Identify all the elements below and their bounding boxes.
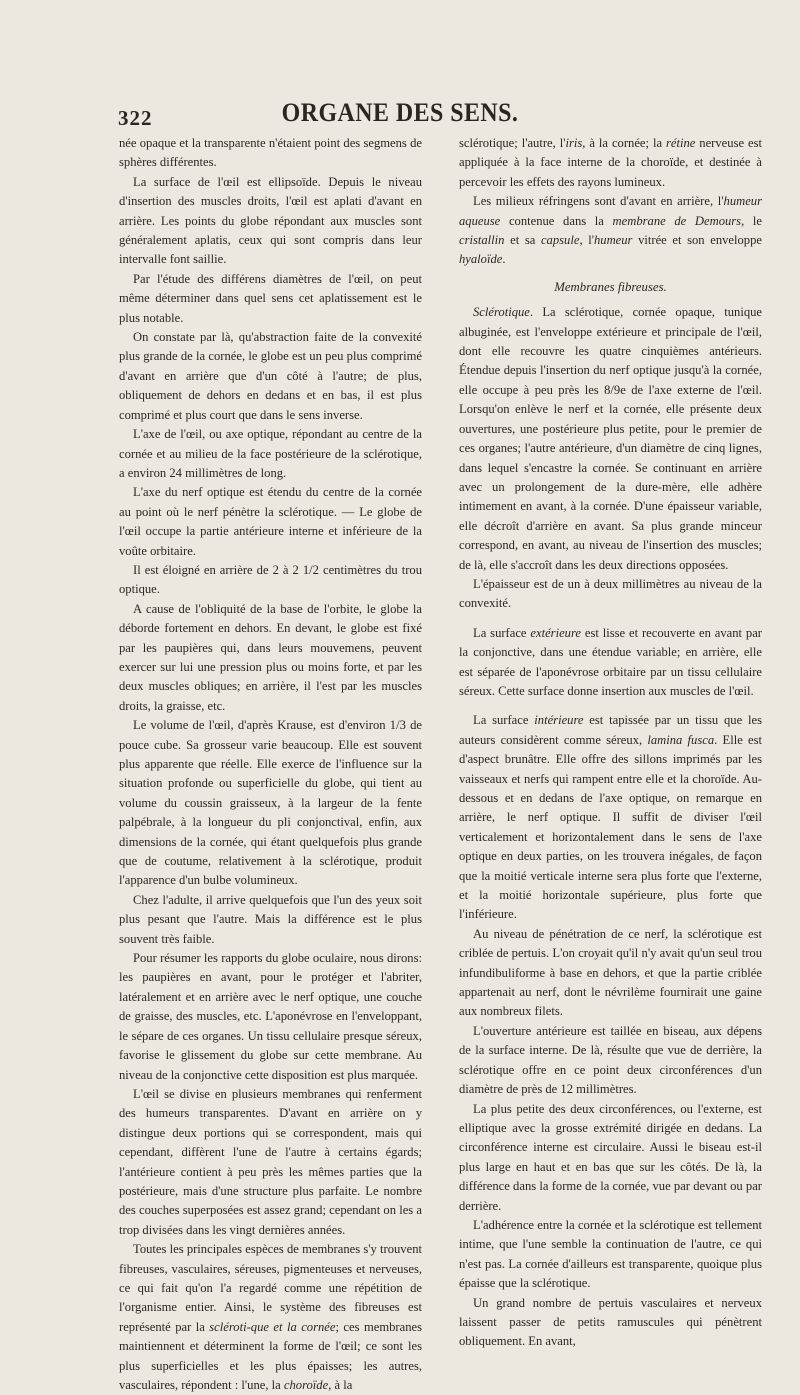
text-run: , à la cornée; la — [582, 136, 666, 150]
italic-term: scléroti- — [209, 1319, 251, 1334]
paragraph: Un grand nombre de pertuis vasculaires et nerveux laissent passer de petits ramuscules qui pénètrent obliquement. En avant, — [459, 1295, 762, 1349]
paragraph — [459, 134, 762, 192]
italic-term: choroïde — [283, 1378, 329, 1392]
text-run: est tapissée par un tissu que les auteurs considèrent comme séreux, — [459, 713, 763, 747]
running-title: ORGANE DES SENS. — [281, 98, 519, 127]
paragraph: L'épaisseur est de un à deux millimètres au niveau de la convexité. — [459, 576, 762, 611]
italic-term: iris — [565, 136, 583, 150]
paragraph — [459, 624, 762, 702]
italic-term: Sclérotique — [473, 305, 530, 320]
text-run: sclérotique; l'autre, l' — [459, 136, 566, 150]
text-run: contenue dans la — [500, 213, 613, 228]
text-run: . — [502, 252, 506, 267]
paragraph: née opaque et la transparente n'étaient point des segmens de sphères différentes. — [119, 136, 422, 170]
italic-term: cristallin — [459, 233, 505, 248]
paragraph: Au niveau de pénétration de ce nerf, la sclérotique est criblée de pertuis. L'on croyait qu'il n'y avait qu'un seul trou infundibuliforme à base en dehors, et que la partie criblée appartenait au nerf, dont le névrilème fournirait une gaine aux nombreux filets. — [459, 926, 762, 1019]
paragraph: L'adhérence entre la cornée et la sclérotique est tellement intime, que l'une semble la continuation de l'autre, ce qui n'est pas. La cornée d'ailleurs est transparente, quoique plus épaisse que la sclérotique. — [459, 1217, 762, 1291]
text-run: La surface — [473, 713, 535, 728]
paragraph: L'ouverture antérieure est taillée en biseau, aux dépens de la surface interne. De là, résulte que vue de derrière, la sclérotique offre en ce point deux circonférences d'un diamètre de près de 12 millimètres. — [459, 1023, 762, 1097]
paragraph: Le volume de l'œil, d'après Krause, est d'environ 1/3 de pouce cube. Sa grosseur varie beaucoup. Elle est souvent plus apparente que réelle. Elle exerce de l'influence sur la situation profonde ou superficielle du globe, qui tient au volume du coussin graisseux, à la largeur de la fente palpébrale, à la longueur du pli conjonctival, enfin, aux dimensions de la cornée, qui étant quelquefois plus grande que de coutume, relativement à la sclérotique, produit l'apparence d'un bulbe volumineux. — [119, 718, 422, 888]
text-run: nerveuse est appliquée à la face interne de la choroïde, et destinée à percevoir les effets des rayons lumineux. — [459, 136, 762, 189]
paragraph: On constate par là, qu'abstraction faite de la convexité plus grande de la cornée, le globe est un peu plus comprimé d'avant en arrière que d'un côté à l'autre; de plus, obliquement de dehors en dedans et en bas, il est plus comprimé et plus court que dans le sens inverse. — [119, 330, 422, 422]
paragraph — [459, 303, 762, 575]
text-run: . La sclérotique, cornée opaque, tunique albuginée, est l'enveloppe extérieure et principale de l'œil, dont elle recouvre les quatre cinquièmes antérieurs. Étendue depuis l'insertion du nerf optique jusqu'à la cornée, elle occupe à peu près les 8/9e de l'axe externe de l'œil. Lorsqu'on enlève le nerf et la cornée, elle présente deux ouvertures, une postérieure plus petite, pour le premier de ces organes; l'autre antérieure, d'un diamètre de cinq lignes, dans lequel s'encastre la cornée. Se continuant en arrière avec un prolongement de la dure-mère, elle adhère intimement en avant, à la cornée. D'une épaisseur variable, elle décroît d'arrière en avant. Sa plus grande minceur correspond, en avant, au niveau de l'insertion des muscles; de là, elle s'accroît dans les deux directions opposées. — [459, 305, 762, 572]
text-run: . Elle est d'aspect brunâtre. Elle offre des sillons imprimés par les vaisseaux et nerfs qui rampent entre elle et la choroïde. Au-dessous et en dedans de l'axe optique, on remarque en arrière, le nerf optique. Il suffit de diviser l'œil verticalement et horizontalement dans le sens de l'axe optique en deux parties, on les trouvera inégales, de façon que la moitié verticale interne sera plus forte que l'externe, et la moitié horizontale supérieure, plus forte que l'inférieure. — [459, 732, 762, 922]
text-run: Toutes les principales espèces de membranes s'y trouvent fibreuses, vasculaires, séreuses, pigmenteuses et nerveuses, ce qui fait qu'on l'a regardé comme une répétition de l'organisme entier. Ainsi, le système des fibreuses est représenté par la — [119, 1242, 422, 1334]
italic-term: intérieure — [534, 713, 584, 728]
paragraph: L'œil se divise en plusieurs membranes qui renferment des humeurs transparentes. D'avant en arrière on y distingue deux portions qui se correspondent, mais qui cependant, diffèrent l'une de l'autre à certains égards; l'antérieure contient à peu près les mêmes parties que la postérieure, mais d'une structure plus parfaite. Le nombre des couches superposées est assez grand; cependant on les a trop divisées dans les vingt dernières années. — [119, 1086, 422, 1237]
italic-term: humeur aqueuse — [459, 194, 762, 228]
italic-term: capsule — [540, 233, 580, 248]
right-column — [459, 134, 762, 1352]
italic-term: hyaloïde — [459, 252, 503, 267]
paragraph: La plus petite des deux circonférences, ou l'externe, est elliptique avec la grosse extrémité dirigée en dedans. La circonférence interne est circulaire. Aussi le biseau est-il plus large en haut et en bas que sur les côtés. De là, la différence dans la forme de la cornée, vue par devant ou par derrière. — [459, 1101, 762, 1213]
text-run: vitrée et son enveloppe — [632, 233, 762, 248]
paragraph: L'axe de l'œil, ou axe optique, répondant au centre de la cornée et au milieu de la face postérieure de la sclérotique, a environ 24 millimètres de long. — [119, 427, 422, 480]
italic-term: humeur — [593, 233, 633, 248]
left-column — [119, 134, 422, 1395]
italic-term: cornée — [301, 1319, 336, 1334]
italic-term: rétine — [665, 136, 696, 150]
text-run: Les milieux réfringens sont d'avant en arrière, l' — [473, 194, 724, 209]
text-run: est lisse et recouverte en avant par la conjonctive, dans une étendue variable; en arrière, elle est séparée de l'aponévrose orbitaire par un tissu cellulaire séreux. Cette surface donne insertion aux muscles de l'œil. — [459, 625, 762, 698]
italic-term: lamina fusca — [647, 732, 715, 747]
page-number: 322 — [118, 106, 153, 130]
paragraph: Il est éloigné en arrière de 2 à 2 1/2 centimètres du trou optique. — [119, 562, 422, 597]
paragraph: Par l'étude des différens diamètres de l'œil, on peut même déterminer dans quel sens cet aplatissement est le plus notable. — [119, 271, 422, 325]
text-run: , à la — [328, 1378, 353, 1392]
paragraph — [459, 192, 762, 270]
paragraph: L'axe du nerf optique est étendu du centre de la cornée au point où le nerf pénètre la sclérotique. — Le globe de l'œil occupe la partie antérieure interne et inférieure de la voûte orbitaire. — [119, 485, 422, 558]
paragraph: Pour résumer les rapports du globe oculaire, nous dirons: les paupières en avant, pour le protéger et l'abriter, latéralement et en arrière avec le nerf optique, une couche de graisse, des muscles, etc. L'aponévrose en l'enveloppant, le sépare de ces organes. Un tissu cellulaire presque séreux, favorise le glissement du globe sur cette membrane. Au niveau de la conjonctive cette disposition est plus marquée. — [119, 951, 422, 1082]
text-run: ; ces membranes maintiennent et déterminent la forme de l'œil; ce sont les plus superficielles et les plus épaisses; les autres, vasculaires, répondent : l'une, la — [119, 1319, 422, 1392]
text-run: et sa — [504, 233, 541, 248]
paragraph — [119, 1240, 422, 1395]
paragraph: Chez l'adulte, il arrive quelquefois que l'un des yeux soit plus pesant que l'autre. Mais la différence est le plus souvent très faible. — [119, 892, 422, 946]
text-run: , le — [741, 213, 762, 228]
paragraph: La surface de l'œil est ellipsoïde. Depuis le niveau d'insertion des muscles droits, l'œil est aplati d'avant en arrière. Les points du globe répondant aux muscles sont généralement aplatis, ceux qui sont compris dans leur intervalle font saillie. — [119, 174, 422, 267]
italic-term: extérieure — [530, 625, 581, 640]
paragraph — [459, 711, 762, 924]
italic-term: membrane de Demours — [612, 213, 742, 228]
text-run: La surface — [473, 625, 531, 640]
paragraph: A cause de l'obliquité de la base de l'orbite, le globe la déborde fortement en dehors. En devant, le globe est fixé par les paupières qui, dans leurs mouvemens, peuvent exercer sur lui une pression plus ou moins forte, et par les deux muscles obliques; en arrière, il l'est par les muscles droits, la graisse, etc. — [119, 601, 422, 713]
text-run: , l' — [579, 233, 594, 248]
section-heading: Membranes fibreuses. — [554, 279, 667, 294]
text-run: que et la — [250, 1319, 302, 1334]
